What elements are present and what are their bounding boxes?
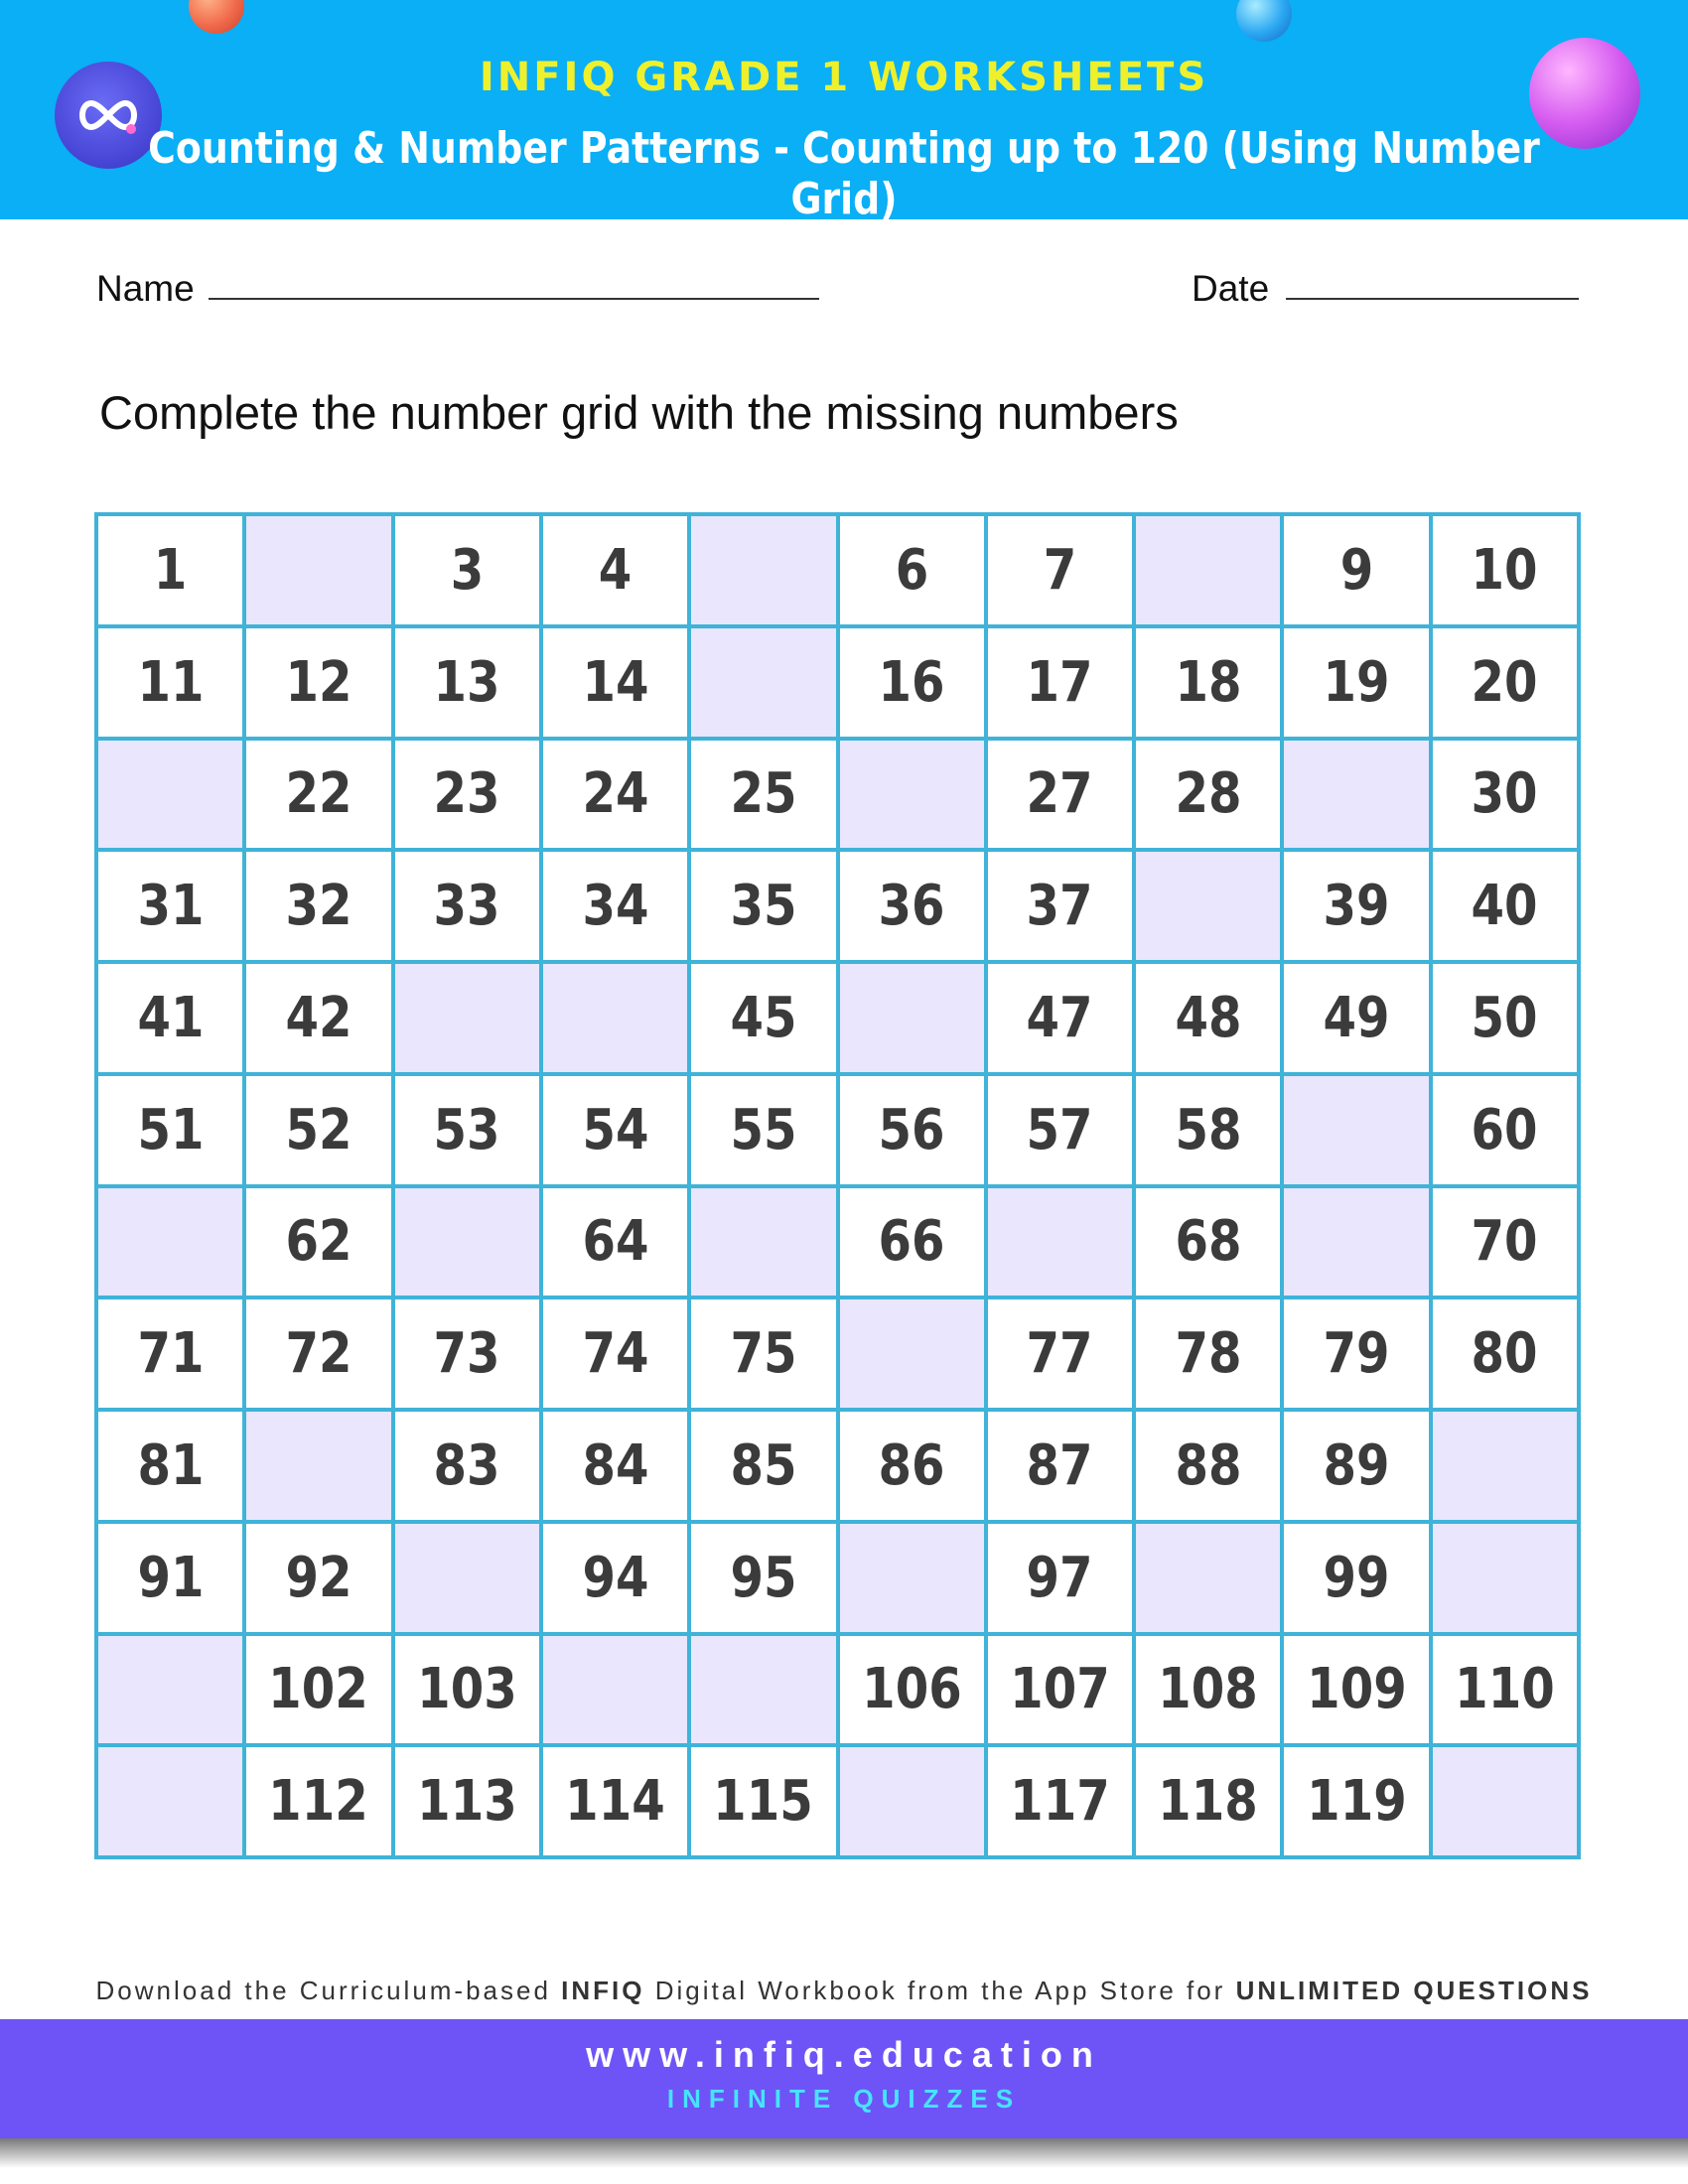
- grid-number: 102: [268, 1657, 369, 1722]
- grid-number: 9: [1339, 537, 1373, 603]
- promo-part1: Download the Curriculum-based: [95, 1976, 562, 2005]
- grid-cell-blank[interactable]: [1136, 852, 1280, 960]
- grid-cell-blank[interactable]: [1433, 1747, 1577, 1855]
- grid-cell: [988, 964, 1132, 1072]
- grid-number: 86: [878, 1433, 945, 1498]
- brand-title: INFIQ GRADE 1 WORKSHEETS: [479, 55, 1209, 100]
- grid-cell: [98, 964, 242, 1072]
- promo-emphasis: UNLIMITED QUESTIONS: [1235, 1976, 1593, 2005]
- grid-cell-blank[interactable]: [395, 1188, 539, 1297]
- grid-cell-blank[interactable]: [395, 964, 539, 1072]
- grid-cell: [988, 628, 1132, 737]
- grid-cell: [691, 1412, 835, 1520]
- promo-text: [0, 1976, 1688, 2006]
- grid-cell: [691, 1747, 835, 1855]
- grid-cell-blank[interactable]: [840, 741, 984, 849]
- grid-number: 56: [878, 1097, 945, 1162]
- number-grid: [94, 512, 1581, 1859]
- grid-cell: [543, 516, 687, 624]
- grid-number: 107: [1010, 1657, 1110, 1722]
- grid-cell: [246, 1299, 390, 1408]
- grid-cell: [543, 628, 687, 737]
- grid-cell-blank[interactable]: [840, 964, 984, 1072]
- grid-number: 92: [285, 1545, 352, 1610]
- grid-cell: [691, 852, 835, 960]
- grid-number: 103: [416, 1657, 517, 1722]
- grid-number: 17: [1026, 649, 1093, 715]
- grid-cell-blank[interactable]: [1433, 1524, 1577, 1632]
- grid-number: 50: [1471, 985, 1538, 1050]
- grid-cell: [395, 852, 539, 960]
- grid-number: 70: [1471, 1209, 1538, 1275]
- grid-number: 30: [1471, 761, 1538, 827]
- grid-cell: [691, 1299, 835, 1408]
- grid-number: 112: [268, 1769, 369, 1835]
- grid-number: 16: [878, 649, 945, 715]
- grid-cell: [1284, 628, 1428, 737]
- footer-url[interactable]: www.infiq.education: [586, 2034, 1102, 2075]
- grid-cell: [988, 516, 1132, 624]
- grid-number: 57: [1026, 1097, 1093, 1162]
- grid-cell-blank[interactable]: [691, 1188, 835, 1297]
- grid-cell-blank[interactable]: [98, 1747, 242, 1855]
- footer-shadow: [0, 2138, 1688, 2168]
- grid-cell: [98, 1076, 242, 1184]
- grid-number: 75: [730, 1321, 797, 1387]
- grid-number: 4: [598, 537, 633, 603]
- grid-cell-blank[interactable]: [840, 1747, 984, 1855]
- grid-number: 106: [861, 1657, 962, 1722]
- grid-number: 74: [582, 1321, 649, 1387]
- grid-cell-blank[interactable]: [1284, 741, 1428, 849]
- grid-cell: [246, 1524, 390, 1632]
- grid-cell-blank[interactable]: [1433, 1412, 1577, 1520]
- grid-number: 113: [416, 1769, 517, 1835]
- grid-cell: [1284, 1524, 1428, 1632]
- grid-number: 109: [1306, 1657, 1407, 1722]
- grid-number: 20: [1471, 649, 1538, 715]
- grid-number: 81: [137, 1433, 205, 1498]
- grid-cell-blank[interactable]: [1284, 1188, 1428, 1297]
- grid-number: 42: [285, 985, 352, 1050]
- grid-cell: [1433, 516, 1577, 624]
- grid-number: 11: [137, 649, 205, 715]
- sheet-title: Counting & Number Patterns - Counting up to 120 (Using Number Grid): [148, 123, 1540, 224]
- grid-cell: [246, 964, 390, 1072]
- grid-number: 95: [730, 1545, 797, 1610]
- grid-cell: [840, 1076, 984, 1184]
- grid-number: 7: [1043, 537, 1077, 603]
- grid-number: 33: [433, 874, 500, 939]
- grid-number: 24: [582, 761, 649, 827]
- grid-number: 14: [582, 649, 649, 715]
- grid-number: 78: [1175, 1321, 1242, 1387]
- grid-cell: [543, 1524, 687, 1632]
- grid-cell: [98, 516, 242, 624]
- grid-cell: [246, 741, 390, 849]
- grid-cell: [543, 1188, 687, 1297]
- grid-cell: [1433, 852, 1577, 960]
- grid-cell: [988, 1747, 1132, 1855]
- grid-cell: [691, 1524, 835, 1632]
- grid-cell: [395, 1747, 539, 1855]
- grid-cell: [1433, 964, 1577, 1072]
- grid-cell: [988, 1299, 1132, 1408]
- grid-cell: [543, 1076, 687, 1184]
- grid-number: 37: [1026, 874, 1093, 939]
- grid-number: 25: [730, 761, 797, 827]
- grid-number: 53: [433, 1097, 500, 1162]
- grid-cell: [246, 1076, 390, 1184]
- grid-number: 54: [582, 1097, 649, 1162]
- grid-number: 48: [1175, 985, 1242, 1050]
- grid-number: 52: [285, 1097, 352, 1162]
- grid-cell: [543, 1747, 687, 1855]
- grid-cell: [1136, 628, 1280, 737]
- grid-cell: [395, 741, 539, 849]
- grid-number: 55: [730, 1097, 797, 1162]
- grid-number: 94: [582, 1545, 649, 1610]
- grid-cell: [543, 1412, 687, 1520]
- grid-cell: [1136, 964, 1280, 1072]
- grid-cell-blank[interactable]: [246, 1412, 390, 1520]
- grid-cell: [395, 628, 539, 737]
- grid-number: 114: [565, 1769, 665, 1835]
- grid-cell: [1136, 1076, 1280, 1184]
- grid-number: 13: [433, 649, 500, 715]
- grid-cell: [840, 516, 984, 624]
- grid-number: 27: [1026, 761, 1093, 827]
- grid-cell: [691, 964, 835, 1072]
- promo-part2: Digital Workbook from the App Store for: [644, 1976, 1236, 2005]
- grid-number: 41: [137, 985, 205, 1050]
- grid-cell: [395, 1076, 539, 1184]
- grid-number: 51: [137, 1097, 205, 1162]
- grid-number: 108: [1158, 1657, 1259, 1722]
- grid-cell-blank[interactable]: [1136, 516, 1280, 624]
- grid-number: 18: [1175, 649, 1242, 715]
- grid-number: 99: [1323, 1545, 1390, 1610]
- grid-cell: [840, 628, 984, 737]
- grid-number: 84: [582, 1433, 649, 1498]
- grid-cell: [988, 1076, 1132, 1184]
- grid-cell: [1433, 1076, 1577, 1184]
- grid-number: 83: [433, 1433, 500, 1498]
- promo-brand: INFIQ: [561, 1976, 645, 2005]
- grid-number: 110: [1455, 1657, 1555, 1722]
- grid-cell: [543, 1299, 687, 1408]
- grid-cell: [1284, 1636, 1428, 1744]
- grid-number: 36: [878, 874, 945, 939]
- grid-number: 49: [1323, 985, 1390, 1050]
- grid-cell: [691, 1076, 835, 1184]
- grid-cell: [246, 852, 390, 960]
- grid-cell: [98, 1299, 242, 1408]
- grid-cell: [543, 741, 687, 849]
- grid-number: 71: [137, 1321, 205, 1387]
- grid-number: 1: [153, 537, 188, 603]
- grid-number: 22: [285, 761, 352, 827]
- name-label: Name: [96, 268, 195, 309]
- grid-cell-blank[interactable]: [840, 1524, 984, 1632]
- date-field[interactable]: [1286, 298, 1579, 300]
- grid-number: 19: [1323, 649, 1390, 715]
- grid-cell: [395, 1636, 539, 1744]
- grid-number: 80: [1471, 1321, 1538, 1387]
- grid-number: 97: [1026, 1545, 1093, 1610]
- grid-number: 28: [1175, 761, 1242, 827]
- grid-number: 45: [730, 985, 797, 1050]
- grid-number: 118: [1158, 1769, 1259, 1835]
- grid-number: 6: [895, 537, 928, 603]
- grid-cell-blank[interactable]: [691, 516, 835, 624]
- grid-cell: [840, 1188, 984, 1297]
- grid-cell: [246, 1188, 390, 1297]
- grid-cell: [395, 516, 539, 624]
- grid-cell: [1284, 1299, 1428, 1408]
- grid-number: 72: [285, 1321, 352, 1387]
- grid-cell: [1136, 1747, 1280, 1855]
- grid-cell: [1433, 1188, 1577, 1297]
- grid-number: 115: [713, 1769, 814, 1835]
- grid-cell-blank[interactable]: [98, 1188, 242, 1297]
- grid-cell: [98, 852, 242, 960]
- grid-number: 79: [1323, 1321, 1390, 1387]
- grid-cell-blank[interactable]: [98, 741, 242, 849]
- grid-number: 73: [433, 1321, 500, 1387]
- grid-cell: [1136, 1412, 1280, 1520]
- grid-number: 89: [1323, 1433, 1390, 1498]
- grid-cell-blank[interactable]: [988, 1188, 1132, 1297]
- grid-number: 85: [730, 1433, 797, 1498]
- grid-number: 58: [1175, 1097, 1242, 1162]
- grid-cell: [840, 1412, 984, 1520]
- grid-number: 34: [582, 874, 649, 939]
- grid-number: 87: [1026, 1433, 1093, 1498]
- grid-number: 40: [1471, 874, 1538, 939]
- grid-cell-blank[interactable]: [691, 1636, 835, 1744]
- grid-cell: [246, 1747, 390, 1855]
- grid-cell-blank[interactable]: [1136, 1524, 1280, 1632]
- grid-number: 32: [285, 874, 352, 939]
- grid-number: 10: [1471, 537, 1538, 603]
- grid-cell: [988, 1524, 1132, 1632]
- grid-cell: [1136, 1299, 1280, 1408]
- grid-number: 35: [730, 874, 797, 939]
- grid-cell: [1433, 1299, 1577, 1408]
- grid-number: 39: [1323, 874, 1390, 939]
- grid-cell: [246, 1636, 390, 1744]
- grid-number: 119: [1306, 1769, 1407, 1835]
- grid-cell-blank[interactable]: [98, 1636, 242, 1744]
- grid-cell-blank[interactable]: [395, 1524, 539, 1632]
- grid-cell: [1284, 1412, 1428, 1520]
- grid-number: 66: [878, 1209, 945, 1275]
- date-label: Date: [1192, 268, 1270, 309]
- grid-cell: [98, 1412, 242, 1520]
- grid-cell: [1433, 628, 1577, 737]
- instruction-text: Complete the number grid with the missing numbers: [99, 386, 1179, 439]
- grid-cell-blank[interactable]: [840, 1299, 984, 1408]
- grid-cell: [1284, 1747, 1428, 1855]
- name-field[interactable]: [209, 298, 819, 300]
- grid-cell: [988, 852, 1132, 960]
- grid-number: 77: [1026, 1321, 1093, 1387]
- grid-cell-blank[interactable]: [246, 516, 390, 624]
- grid-cell: [988, 741, 1132, 849]
- grid-number: 91: [137, 1545, 205, 1610]
- grid-cell: [1433, 1636, 1577, 1744]
- grid-cell-blank[interactable]: [691, 628, 835, 737]
- grid-cell: [840, 852, 984, 960]
- grid-cell-blank[interactable]: [543, 964, 687, 1072]
- grid-number: 60: [1471, 1097, 1538, 1162]
- grid-cell: [1284, 852, 1428, 960]
- grid-cell: [98, 628, 242, 737]
- grid-cell: [1284, 964, 1428, 1072]
- grid-number: 3: [450, 537, 484, 603]
- grid-cell: [395, 1299, 539, 1408]
- grid-cell: [1136, 741, 1280, 849]
- grid-number: 88: [1175, 1433, 1242, 1498]
- grid-cell-blank[interactable]: [1284, 1076, 1428, 1184]
- grid-cell: [543, 852, 687, 960]
- grid-cell: [1136, 1636, 1280, 1744]
- grid-number: 117: [1010, 1769, 1110, 1835]
- grid-cell: [98, 1524, 242, 1632]
- grid-cell: [1284, 516, 1428, 624]
- grid-number: 12: [285, 649, 352, 715]
- footer-tagline: INFINITE QUIZZES: [666, 2084, 1022, 2114]
- grid-cell-blank[interactable]: [543, 1636, 687, 1744]
- grid-cell: [988, 1412, 1132, 1520]
- grid-number: 23: [433, 761, 500, 827]
- grid-cell: [1136, 1188, 1280, 1297]
- grid-number: 64: [582, 1209, 649, 1275]
- grid-cell: [246, 628, 390, 737]
- grid-cell: [840, 1636, 984, 1744]
- grid-number: 31: [137, 874, 205, 939]
- grid-cell: [1433, 741, 1577, 849]
- grid-number: 47: [1026, 985, 1093, 1050]
- grid-number: 62: [285, 1209, 352, 1275]
- grid-cell: [395, 1412, 539, 1520]
- grid-cell: [691, 741, 835, 849]
- grid-cell: [988, 1636, 1132, 1744]
- grid-number: 68: [1175, 1209, 1242, 1275]
